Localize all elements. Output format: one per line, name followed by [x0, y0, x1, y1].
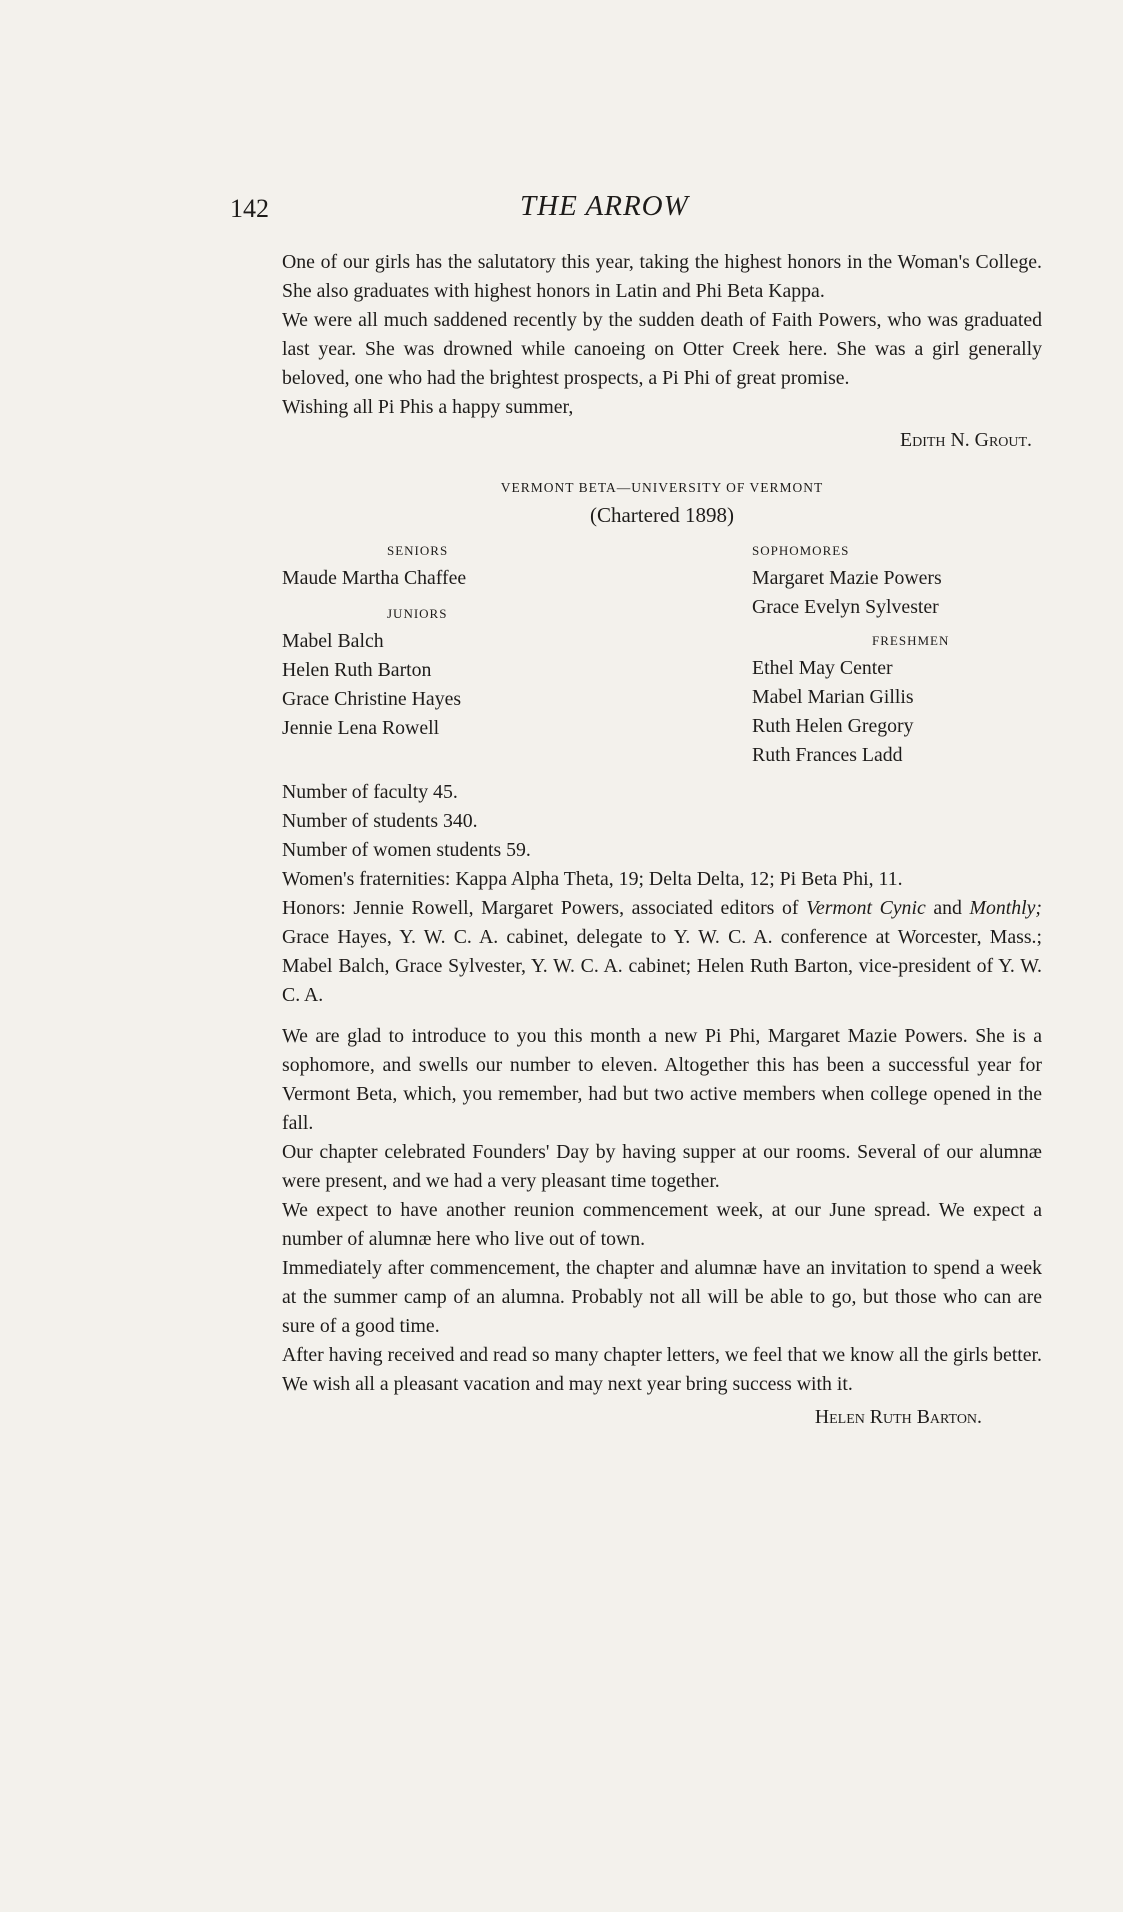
member-name: Ruth Helen Gregory [752, 715, 914, 737]
chapter-stats [282, 778, 1042, 1010]
member-name: Ethel May Center [752, 657, 893, 679]
honors-rest: Grace Hayes, Y. W. C. A. cabinet, delegate to Y. W. C. A. conference at Worcester, Mass.; Mabel Balch, Grace Sylvester, Y. W. C. A. cabinet; Helen Ruth Barton, vice-president of Y. W. C. A. [282, 926, 1042, 1006]
seniors-heading: SENIORS [387, 543, 449, 558]
member-name: Jennie Lena Rowell [282, 717, 440, 739]
roster-right-column [662, 536, 1042, 770]
freshmen-heading: FRESHMEN [872, 633, 950, 648]
paragraph: Wishing all Pi Phis a happy summer, [282, 396, 574, 418]
roster-left-column [282, 536, 662, 770]
member-name: Ruth Frances Ladd [752, 744, 903, 766]
member-name: Grace Christine Hayes [282, 688, 462, 710]
paragraph: We are glad to introduce to you this month a new Pi Phi, Margaret Mazie Powers. She is a sophomore, and swells our number to eleven. Altogether this has been a successful year for Vermont Beta, which, you remember, had but two active members when college opened in the fall. [282, 1025, 1042, 1134]
member-name: Grace Evelyn Sylvester [752, 596, 939, 618]
honors-and: and [925, 897, 970, 919]
paragraph: After having received and read so many chapter letters, we feel that we know all the girls better. We wish all a pleasant vacation and may next year bring success with it. [282, 1344, 1042, 1395]
juniors-heading: JUNIORS [387, 606, 448, 621]
stat-faculty: Number of faculty 45. [282, 781, 458, 803]
sophomores-heading: SOPHOMORES [752, 543, 850, 558]
paragraph: We were all much saddened recently by the sudden death of Faith Powers, who was graduated last year. She was drowned while canoeing on Otter Creek here. She was a girl generally beloved, one who had the brightest prospects, a Pi Phi of great promise. [282, 309, 1042, 389]
page-number: 142 [230, 194, 269, 223]
roster [282, 536, 1042, 770]
chartered-date: (Chartered 1898) [589, 503, 735, 527]
running-head [230, 190, 1040, 230]
member-name: Mabel Marian Gillis [752, 686, 914, 708]
member-name: Maude Martha Chaffee [282, 567, 467, 589]
member-name: Helen Ruth Barton [282, 659, 432, 681]
stat-women: Number of women students 59. [282, 839, 531, 861]
paragraph: Immediately after commencement, the chapter and alumnæ have an invitation to spend a week at the summer camp of an alumna. Probably not all will be able to go, but those who can are sure of a good time. [282, 1257, 1042, 1337]
journal-title: THE ARROW [520, 190, 689, 222]
stat-fraternities: Women's fraternities: Kappa Alpha Theta, 19; Delta Delta, 12; Pi Beta Phi, 11. [282, 868, 903, 890]
page-body [282, 248, 1042, 1432]
honors-lead: Honors: Jennie Rowell, Margaret Powers, associated editors of [282, 897, 807, 919]
signature: Edith N. Grout. [900, 429, 1032, 451]
publication-name: Monthly; [969, 897, 1043, 919]
publication-name: Vermont Cynic [806, 897, 926, 919]
paragraph: Our chapter celebrated Founders' Day by having supper at our rooms. Several of our alumnæ were present, and we had a very pleasant time together. [282, 1141, 1042, 1192]
member-name: Mabel Balch [282, 630, 384, 652]
stat-students: Number of students 340. [282, 810, 478, 832]
honors-paragraph [282, 894, 1042, 1010]
paragraph: One of our girls has the salutatory this year, taking the highest honors in the Woman's College. She also graduates with highest honors in Latin and Phi Beta Kappa. [282, 251, 1042, 302]
paragraph: We expect to have another reunion commencement week, at our June spread. We expect a number of alumnæ here who live out of town. [282, 1199, 1042, 1250]
signature: Helen Ruth Barton. [814, 1406, 982, 1428]
member-name: Margaret Mazie Powers [752, 567, 942, 589]
chapter-title: VERMONT BETA—UNIVERSITY OF VERMONT [500, 480, 824, 495]
